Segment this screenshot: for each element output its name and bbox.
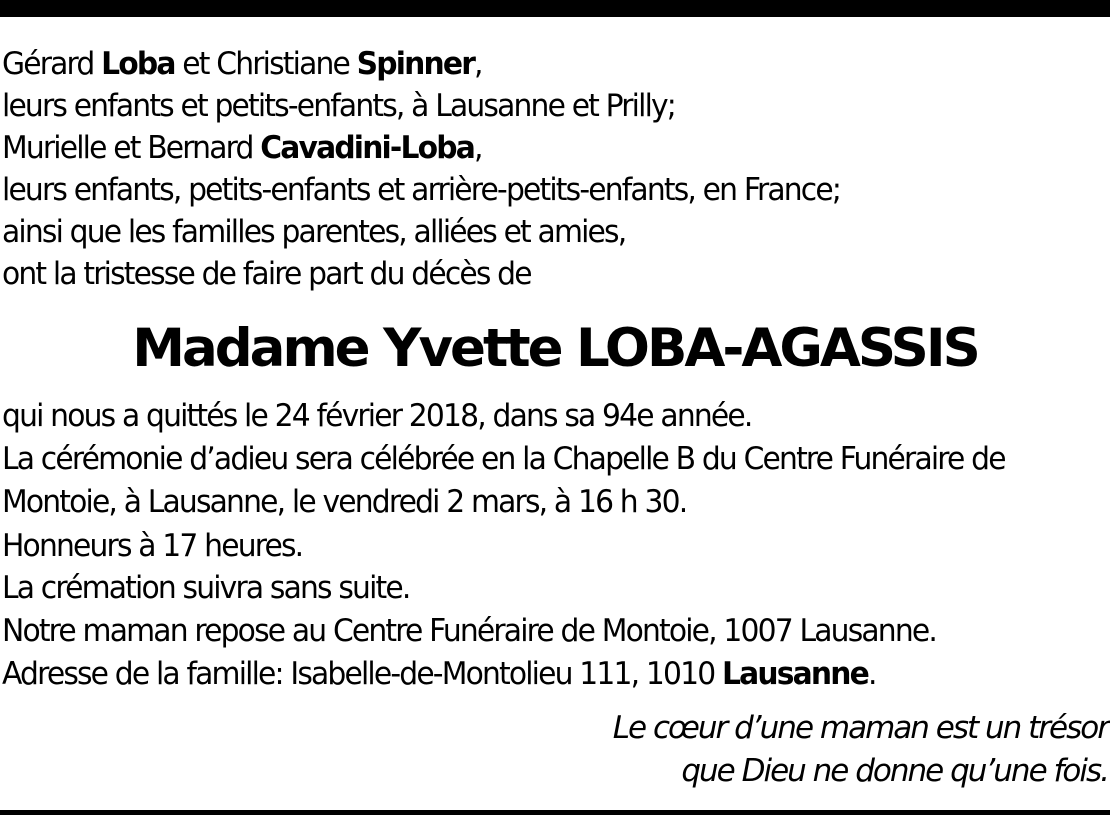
family-line-2: leurs enfants et petits-enfants, à Lausanne et Prilly; <box>2 88 676 124</box>
family-line-1-text: Gérard <box>2 46 102 82</box>
details-line-2: La cérémonie d’adieu sera célébrée en la Chapelle B du Centre Funéraire de <box>2 441 1005 477</box>
family-line-1-mid: et Christiane <box>174 46 357 82</box>
top-border-rule <box>0 0 1110 17</box>
family-line-5: ainsi que les familles parentes, alliées et amies, <box>2 214 626 250</box>
family-line-4: leurs enfants, petits-enfants et arrière-petits-enfants, en France; <box>2 172 841 208</box>
surname-loba: Loba <box>101 46 175 82</box>
quote-line-1: Le cœur d’une maman est un trésor <box>612 710 1108 746</box>
surname-cavadini-loba: Cavadini-Loba <box>260 130 474 166</box>
details-line-5: La crémation suivra sans suite. <box>2 570 410 606</box>
family-address-punct: . <box>867 656 876 692</box>
family-line-3-punct: , <box>473 130 482 166</box>
details-line-4: Honneurs à 17 heures. <box>2 528 303 564</box>
family-line-1-punct: , <box>474 46 482 82</box>
quote-line-2: que Dieu ne donne qu’une fois. <box>681 753 1108 789</box>
bottom-border-rule <box>0 810 1110 815</box>
details-line-6: Notre maman repose au Centre Funéraire de Montoie, 1007 Lausanne. <box>2 613 937 649</box>
city-lausanne: Lausanne <box>721 656 868 692</box>
family-address-text: Adresse de la famille: Isabelle-de-Montolieu 111, 1010 <box>2 656 722 692</box>
details-line-3: Montoie, à Lausanne, le vendredi 2 mars, à 16 h 30. <box>2 484 687 520</box>
family-line-3-text: Murielle et Bernard <box>2 130 261 166</box>
details-line-7 <box>2 654 876 694</box>
details-line-1: qui nous a quittés le 24 février 2018, dans sa 94e année. <box>2 398 752 434</box>
surname-spinner: Spinner <box>356 46 475 82</box>
family-line-1 <box>2 44 482 84</box>
deceased-name-heading: Madame Yvette LOBA-AGASSIS <box>132 318 978 379</box>
family-line-3 <box>2 128 482 168</box>
family-line-6: ont la tristesse de faire part du décès de <box>2 256 531 292</box>
